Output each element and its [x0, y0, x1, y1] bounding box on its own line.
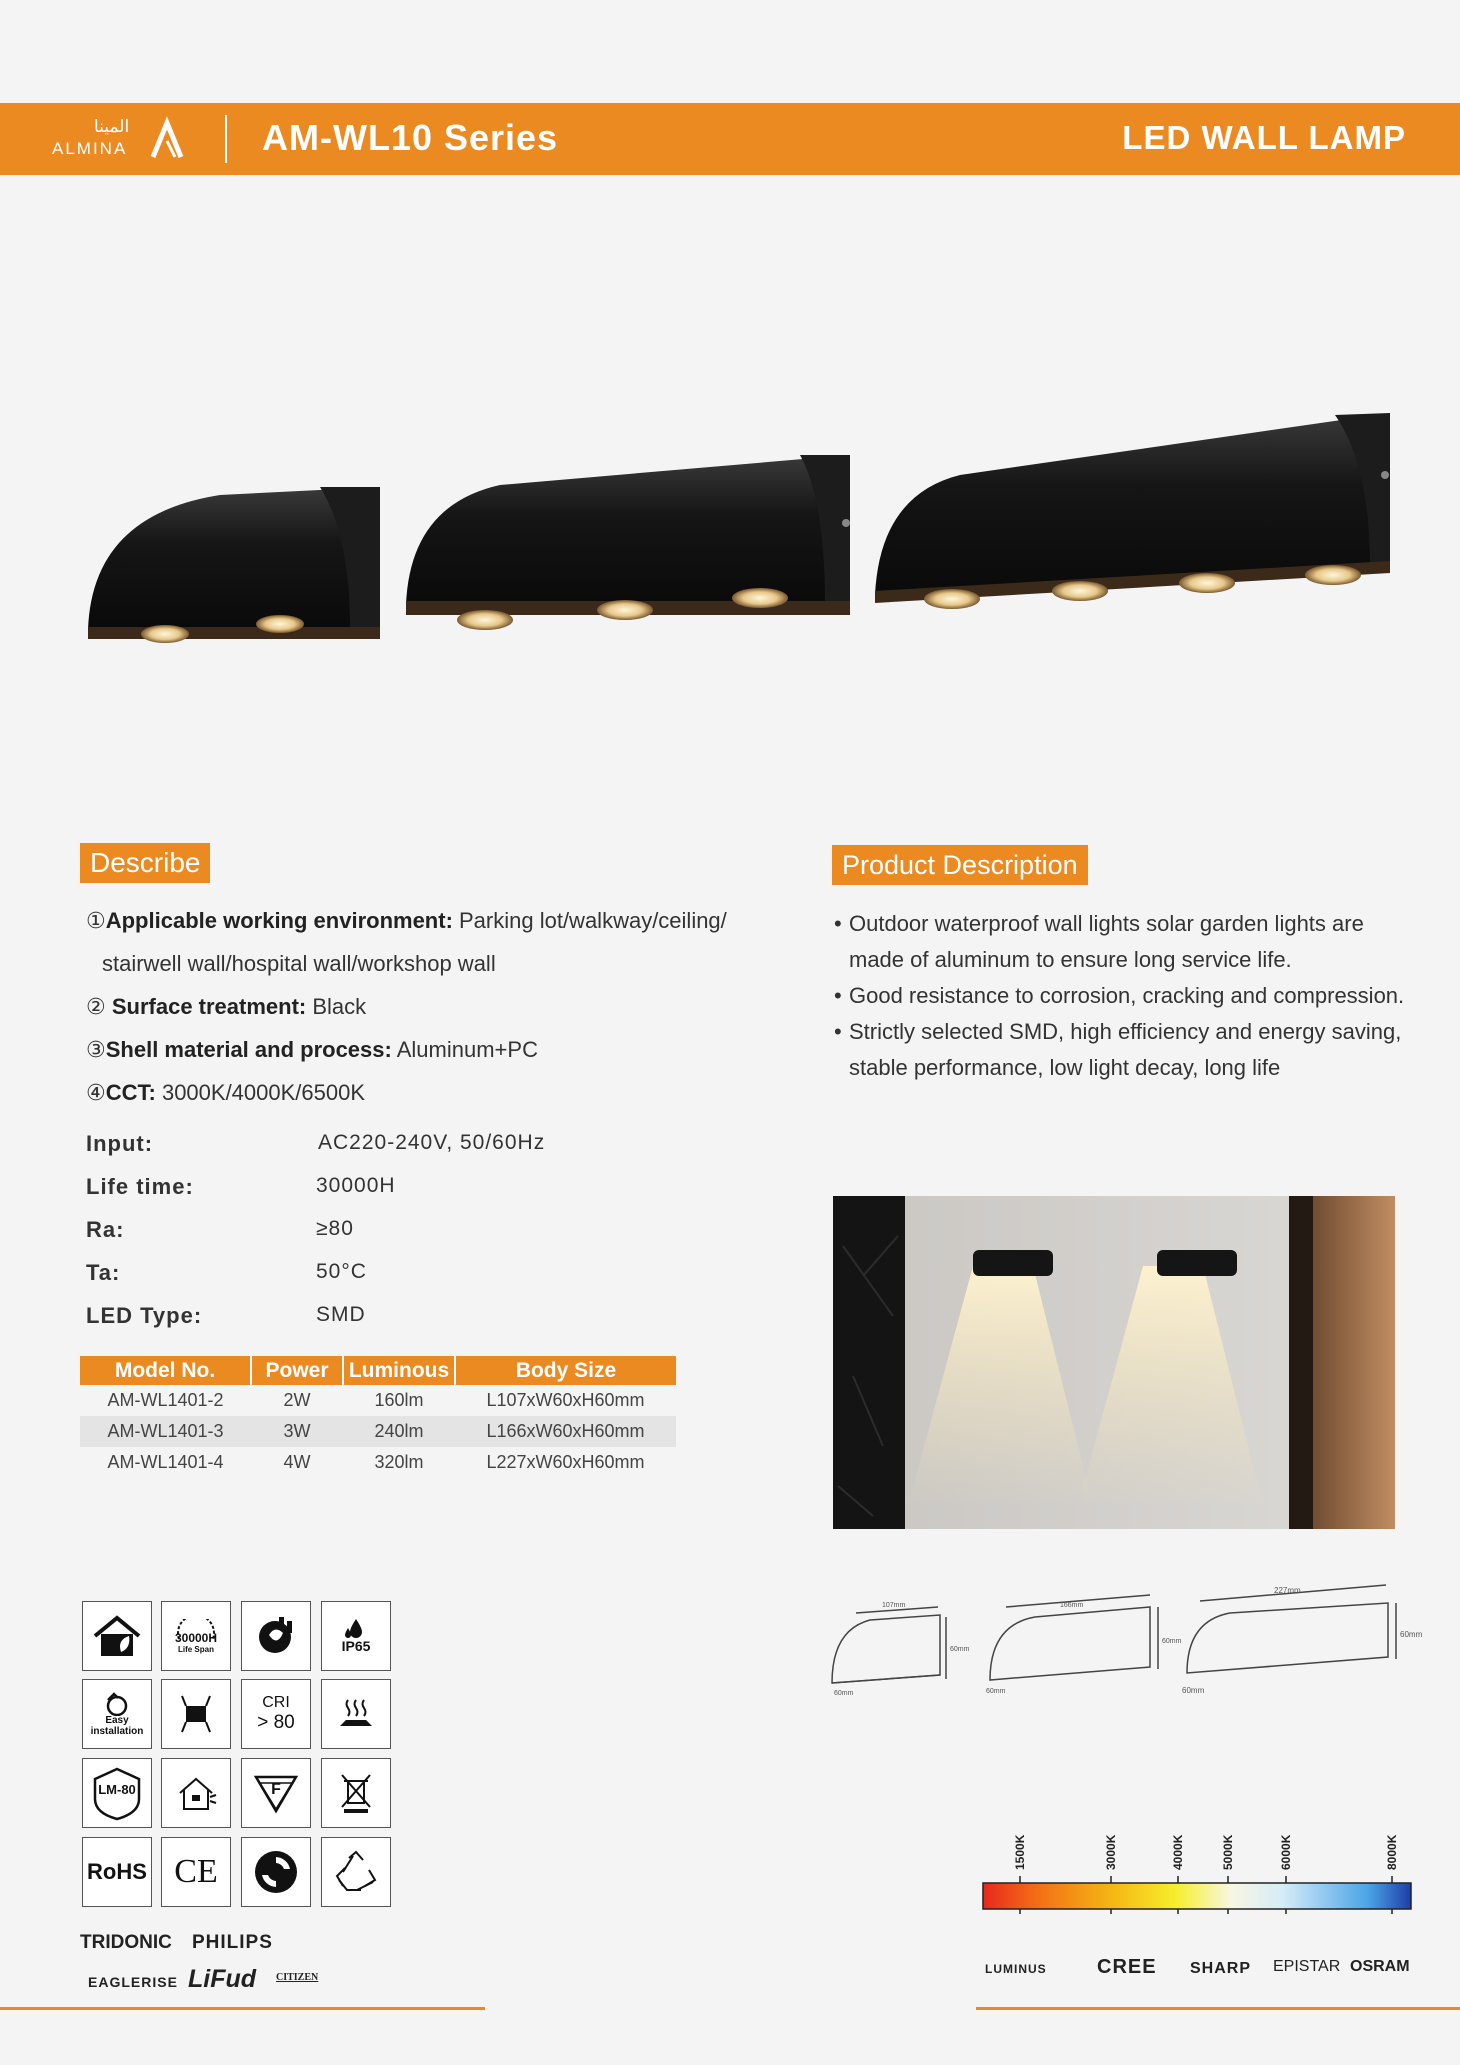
spec-lifetime-value: 30000H: [316, 1174, 396, 1197]
brand-epistar: EPISTAR: [1273, 1958, 1341, 1975]
cri-icon: [241, 1679, 311, 1749]
spec-input-value: AC220-240V, 50/60Hz: [318, 1131, 546, 1154]
table-cell: L227xW60xH60mm: [486, 1452, 645, 1472]
spec-ledtype-label: LED Type:: [86, 1303, 203, 1328]
footer-line-right: [976, 2007, 1460, 2010]
spec-ledtype-value: SMD: [316, 1303, 366, 1326]
table-header: Power: [251, 1356, 343, 1385]
lamp-4-led: [875, 413, 1390, 609]
table-cell: 4W: [283, 1452, 311, 1472]
model-table: [80, 1356, 676, 1478]
brand-sharp: SHARP: [1190, 1960, 1252, 1977]
spec-ta-value: 50°C: [316, 1260, 367, 1283]
header-divider: [225, 115, 227, 163]
lamp-2-led: [88, 487, 380, 643]
table-cell: AM-WL1401-4: [107, 1452, 224, 1472]
dim-medium-length: 166mm: [1060, 1602, 1084, 1609]
f-mark-label: F: [271, 1781, 281, 1798]
recycle-icon: [321, 1837, 391, 1907]
brand-osram: OSRAM: [1350, 1958, 1410, 1975]
ce-label: CE: [174, 1853, 218, 1890]
dim-large-length: 227mm: [1274, 1586, 1301, 1595]
table-header-row: [80, 1356, 676, 1385]
table-cell: 240lm: [343, 1416, 455, 1447]
brand-cree: CREE: [1097, 1956, 1157, 1978]
description-bullet: • Outdoor waterproof wall lights solar garden lights are made of aluminum to ensure long service life.: [834, 911, 1364, 972]
table-cell: 2W: [283, 1390, 311, 1410]
brand-logo-icon: [150, 115, 184, 161]
describe-item-cct: ④CCT: 3000K/4000K/6500K: [86, 1080, 366, 1105]
cct-label-3000k: 3000K: [1104, 1834, 1118, 1870]
cct-label-5000k: 5000K: [1221, 1834, 1235, 1870]
home-light-icon: [161, 1758, 231, 1828]
easy-label: Easy: [105, 1714, 129, 1726]
dim-large-width: 60mm: [1182, 1686, 1205, 1695]
energy-saving-icon: [241, 1601, 311, 1671]
describe-item-shell: ③Shell material and process: Aluminum+PC: [86, 1037, 538, 1062]
dimension-large: [1187, 1585, 1396, 1673]
cct-scale: [980, 1822, 1420, 1917]
brand-arabic: المينا: [94, 117, 130, 137]
description-bullet: • Strictly selected SMD, high efficiency and energy saving, stable performance, low light decay, long life: [834, 1019, 1402, 1080]
table-row: [80, 1416, 676, 1447]
table-header: Model No.: [80, 1356, 251, 1385]
installation-label: installation: [90, 1725, 144, 1737]
brand-citizen: CITIZEN: [276, 1972, 319, 1983]
dim-small-length: 107mm: [882, 1602, 906, 1609]
dim-medium-height: 60mm: [1162, 1638, 1182, 1645]
waterproof-icon: [321, 1601, 391, 1671]
table-row: [80, 1385, 676, 1416]
table-cell: AM-WL1401-3: [80, 1416, 251, 1447]
dim-medium-width: 60mm: [986, 1688, 1006, 1695]
table-cell: L166xW60xH60mm: [455, 1416, 676, 1447]
description-bullet: • Good resistance to corrosion, cracking and compression.: [834, 983, 1405, 1008]
brand-name: ALMINA: [52, 139, 128, 158]
header-bar: [0, 103, 1460, 175]
cct-label-6000k: 6000K: [1279, 1834, 1293, 1870]
lifespan-label: Life Span: [177, 1644, 214, 1654]
describe-item-environment: ①Applicable working environment: Parking lot/walkway/ceiling/: [86, 908, 727, 933]
footer-line-left: [0, 2007, 485, 2010]
rohs-label: RoHS: [87, 1859, 147, 1884]
rohs-icon: [82, 1837, 152, 1907]
cct-label-1500k: 1500K: [1013, 1834, 1027, 1870]
table-cell: AM-WL1401-2: [107, 1390, 224, 1410]
brand-philips: PHILIPS: [192, 1932, 273, 1953]
table-cell: 3W: [251, 1416, 343, 1447]
category-title: LED WALL LAMP: [1122, 119, 1406, 156]
table-header: Body Size: [455, 1356, 676, 1385]
describe-heading: Describe: [80, 843, 210, 883]
brand-eaglerise: EAGLERISE: [88, 1974, 178, 1990]
green-dot-icon: [241, 1837, 311, 1907]
lamp-3-led: [406, 455, 850, 630]
describe-item-surface: ② Surface treatment: Black: [86, 994, 367, 1019]
table-cell: L107xW60xH60mm: [486, 1390, 645, 1410]
house-icon: [82, 1601, 152, 1671]
lifespan-value: 30000H: [174, 1630, 218, 1645]
brand-tridonic: TRIDONIC: [80, 1932, 172, 1953]
spec-ra-value: ≥80: [316, 1217, 354, 1240]
table-cell: 160lm: [374, 1390, 424, 1410]
cct-label-8000k: 8000K: [1385, 1834, 1399, 1870]
product-description-heading: Product Description: [832, 845, 1088, 885]
installation-photo: [833, 1196, 1395, 1529]
spec-ra-label: Ra:: [86, 1217, 125, 1242]
cct-label-4000k: 4000K: [1171, 1834, 1185, 1870]
up-down-light-icon: [161, 1679, 231, 1749]
heat-dissipation-icon: [321, 1679, 391, 1749]
dim-small-height: 60mm: [950, 1646, 970, 1653]
dim-small-width: 60mm: [834, 1690, 854, 1697]
describe-item-environment-cont: stairwell wall/hospital wall/workshop wall: [102, 951, 496, 976]
brand-lifud: LiFud: [188, 1965, 257, 1993]
cri-value: > 80: [257, 1712, 295, 1733]
brand-luminus: LUMINUS: [985, 1962, 1047, 1976]
f-mark-icon: [241, 1758, 311, 1828]
table-cell: 320lm: [374, 1452, 424, 1472]
dimension-drawings: [820, 1575, 1430, 1705]
cri-label: CRI: [262, 1694, 290, 1711]
lm80-label: LM-80: [98, 1781, 136, 1797]
lifespan-icon: [161, 1601, 231, 1671]
series-title: AM-WL10 Series: [262, 117, 559, 158]
table-row: [80, 1447, 676, 1478]
cct-gradient-bar: [983, 1883, 1411, 1909]
product-photos: [80, 405, 1400, 675]
spec-ta-label: Ta:: [86, 1260, 121, 1285]
spec-input-label: Input:: [86, 1131, 154, 1156]
ce-icon: [161, 1837, 231, 1907]
table-header: Luminous: [343, 1356, 455, 1385]
lm80-icon: [82, 1758, 152, 1828]
dimension-small: [832, 1607, 946, 1683]
spec-lifetime-label: Life time:: [86, 1174, 194, 1199]
ip-rating: IP65: [341, 1638, 371, 1654]
easy-installation-icon: [82, 1679, 152, 1749]
weee-bin-icon: [321, 1758, 391, 1828]
dim-large-height: 60mm: [1400, 1630, 1423, 1639]
